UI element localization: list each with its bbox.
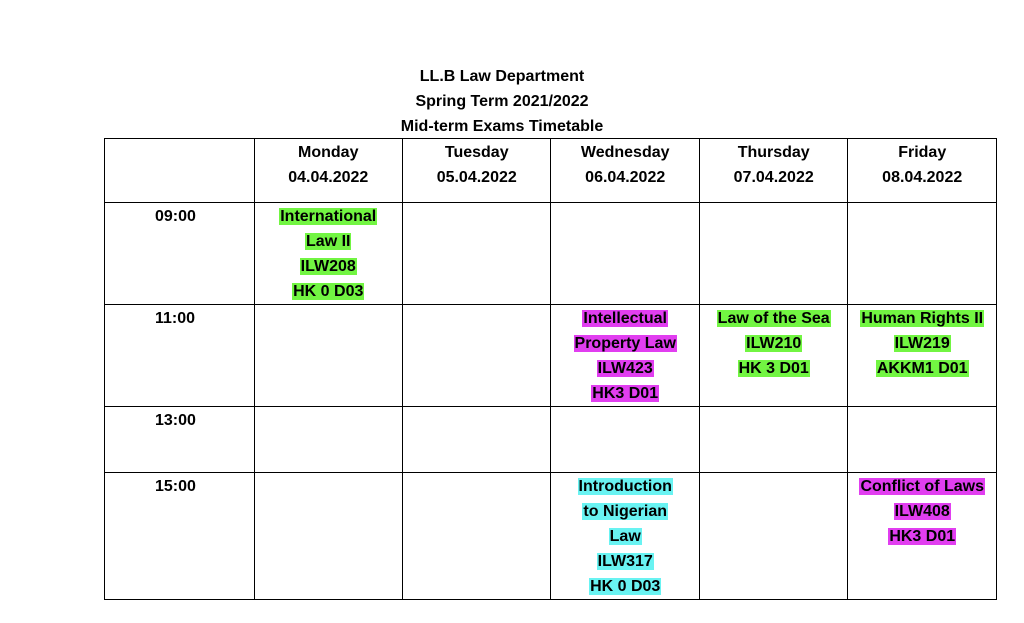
exam-line [848,474,996,499]
exam-line [551,499,698,524]
exam-line [848,331,996,356]
exam-line-text: ILW423 [597,360,653,377]
exam-cell [848,305,997,407]
exam-line [255,229,402,254]
exam-line-text: International [280,208,377,225]
exam-line-text: ILW208 [300,258,356,275]
exam-line [551,331,698,356]
exam-line-text: Human Rights II [861,310,984,327]
exam-line-text: Conflict of Laws [860,478,984,495]
exam-cell [254,203,402,305]
exam-cell [848,203,997,305]
exam-cell [402,473,550,600]
exam-line-text: Law of the Sea [717,310,830,327]
title-line-department: LL.B Law Department [419,68,585,85]
exam-line [700,306,847,331]
exam-cell [551,407,699,473]
slot-row-0900 [105,203,997,305]
exam-line-text: HK 0 D03 [590,578,661,595]
exam-line [551,549,698,574]
slot-time: 11:00 [105,305,255,407]
exam-line [255,204,402,229]
exam-line-text: AKKM1 D01 [876,360,968,377]
exam-line [551,474,698,499]
exam-line-text: ILW219 [894,335,950,352]
exam-line-text: ILW317 [597,553,653,570]
exam-line [700,356,847,381]
day-name: Tuesday [444,144,509,161]
exam-cell [402,305,550,407]
exam-line [848,524,996,549]
exam-line-text: HK 0 D03 [293,283,364,300]
exam-cell [551,473,699,600]
exam-line-text: to Nigerian [583,503,667,520]
exam-line [551,574,698,599]
exam-line [551,524,698,549]
day-date: 08.04.2022 [882,169,963,186]
exam-line [551,381,698,406]
day-header-friday [848,139,997,203]
exam-line [551,356,698,381]
exam-cell [699,407,847,473]
slot-row-1500 [105,473,997,600]
exam-cell [848,473,997,600]
slot-row-1100 [105,305,997,407]
exam-line [700,331,847,356]
exam-cell [402,203,550,305]
exam-line [848,499,996,524]
exam-line-text: Law II [306,233,351,250]
slot-row-1300 [105,407,997,473]
exam-cell [254,407,402,473]
exam-line [551,306,698,331]
document-title [0,64,1004,139]
exam-entry [848,305,996,381]
exam-line [848,356,996,381]
corner-cell [105,139,255,203]
day-date: 05.04.2022 [436,169,517,186]
exam-cell [699,305,847,407]
exam-cell [551,203,699,305]
title-line-term: Spring Term 2021/2022 [415,93,589,110]
exam-line [255,279,402,304]
day-name: Thursday [737,144,810,161]
exam-cell [551,305,699,407]
exam-line-text: Intellectual [583,310,667,327]
day-header-thursday [699,139,847,203]
exam-cell [848,407,997,473]
day-date: 06.04.2022 [585,169,666,186]
exam-timetable [104,138,997,600]
slot-time: 13:00 [105,407,255,473]
title-line-timetable: Mid-term Exams Timetable [400,118,604,135]
exam-cell [254,305,402,407]
exam-entry [551,473,698,599]
exam-line-text: Introduction [578,478,672,495]
exam-line-text: HK3 D01 [889,528,956,545]
exam-entry [255,203,402,304]
slot-time: 15:00 [105,473,255,600]
exam-line-text: HK3 D01 [592,385,659,402]
slot-time: 09:00 [105,203,255,305]
exam-line-text: ILW210 [746,335,802,352]
exam-cell [699,203,847,305]
day-header-monday [254,139,402,203]
exam-entry [700,305,847,381]
header-row [105,139,997,203]
exam-cell [402,407,550,473]
timetable-body [105,139,997,600]
exam-cell [254,473,402,600]
day-name: Monday [298,144,359,161]
exam-line [255,254,402,279]
exam-line [848,306,996,331]
day-header-wednesday [551,139,699,203]
exam-line-text: Law [609,528,641,545]
exam-entry [551,305,698,406]
exam-cell [699,473,847,600]
day-name: Friday [898,144,947,161]
exam-entry [848,473,996,549]
day-date: 04.04.2022 [288,169,369,186]
exam-line-text: Property Law [574,335,676,352]
day-name: Wednesday [580,144,670,161]
day-header-tuesday [402,139,550,203]
day-date: 07.04.2022 [733,169,814,186]
exam-line-text: ILW408 [894,503,950,520]
exam-line-text: HK 3 D01 [738,360,809,377]
